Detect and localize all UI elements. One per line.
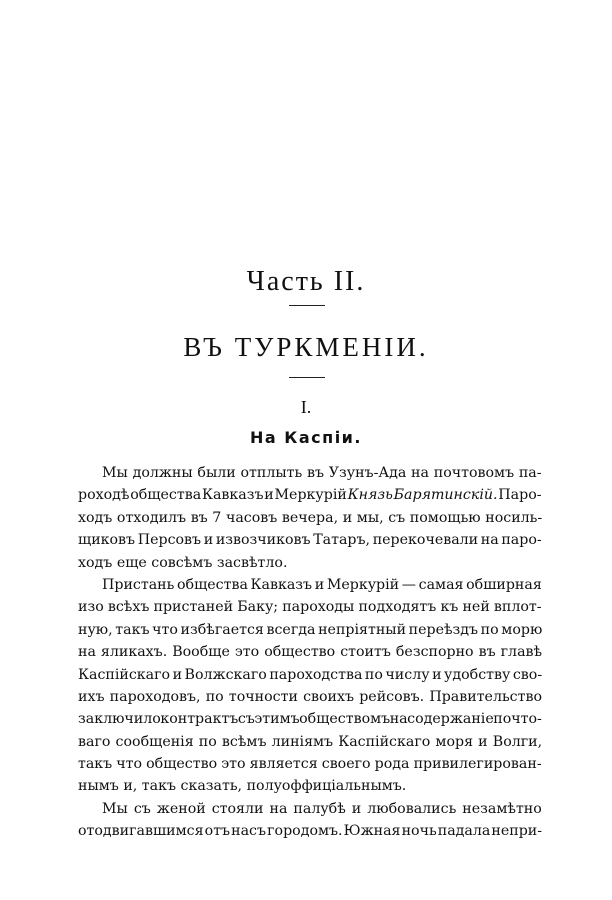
text-line: ходъ еще совсѣмъ засвѣтло.: [78, 554, 288, 571]
section-title: ВЪ ТУРКМЕНІИ.: [183, 332, 429, 362]
text-line: нымъ и, такъ сказать, полуоффиціальнымъ.: [78, 778, 407, 795]
paragraph: [78, 574, 542, 798]
text-line: Мы съ женой стояли на палубѣ и любовались незамѣтно: [102, 800, 542, 817]
ship-name: Князь Барятинскій.: [347, 487, 498, 504]
text-line: заключило контрактъ съ этимъ обществомъ на содержаніе почто-: [78, 711, 542, 728]
text-line: Пристань общества Кавказъ и Меркурій — самая обширная: [102, 576, 542, 593]
text-line: отодвигавшимся отъ насъ городомъ. Южная ночь падала непри-: [78, 823, 543, 840]
body-text: [78, 462, 542, 843]
chapter-number: I.: [300, 397, 312, 417]
divider-rule: [289, 377, 325, 378]
text-run: Паро-: [497, 487, 542, 504]
paragraph: [78, 462, 542, 574]
text-line: изо всѣхъ пристаней Баку; пароходы подходятъ къ ней вплот-: [78, 599, 542, 616]
text-line: Мы должны были отплыть въ Узунъ-Ада на почтовомъ па-: [102, 465, 542, 481]
text-run: роходѣ общества Кавказъ и Меркурій: [78, 487, 348, 504]
text-line: ходъ отходилъ въ 7 часовъ вечера, и мы, съ помощью носиль-: [78, 509, 543, 526]
paragraph: [78, 798, 542, 843]
text-line: ихъ пароходовъ, по точности своихъ рейсовъ. Правительство: [78, 688, 543, 705]
text-line: [78, 484, 542, 506]
text-line: щиковъ Персовъ и извозчиковъ Татаръ, перекочевали на паро-: [78, 532, 542, 549]
text-line: Каспійскаго и Волжскаго пароходства по числу и удобству сво-: [78, 666, 543, 683]
text-line: на яликахъ. Вообще это общество стоитъ безспорно въ главѣ: [78, 644, 543, 661]
chapter-title: На Каспіи.: [250, 428, 362, 447]
text-line: такъ что общество это является своего рода привилегирован-: [78, 756, 542, 773]
text-line: ную, такъ что избѣгается всегда непріятный переѣздъ по морю: [78, 621, 543, 638]
part-title: Часть II.: [246, 266, 366, 297]
divider-rule: [289, 305, 325, 306]
text-line: ваго сообщенія по всѣмъ линіямъ Каспійскаго моря и Волги,: [78, 733, 543, 750]
